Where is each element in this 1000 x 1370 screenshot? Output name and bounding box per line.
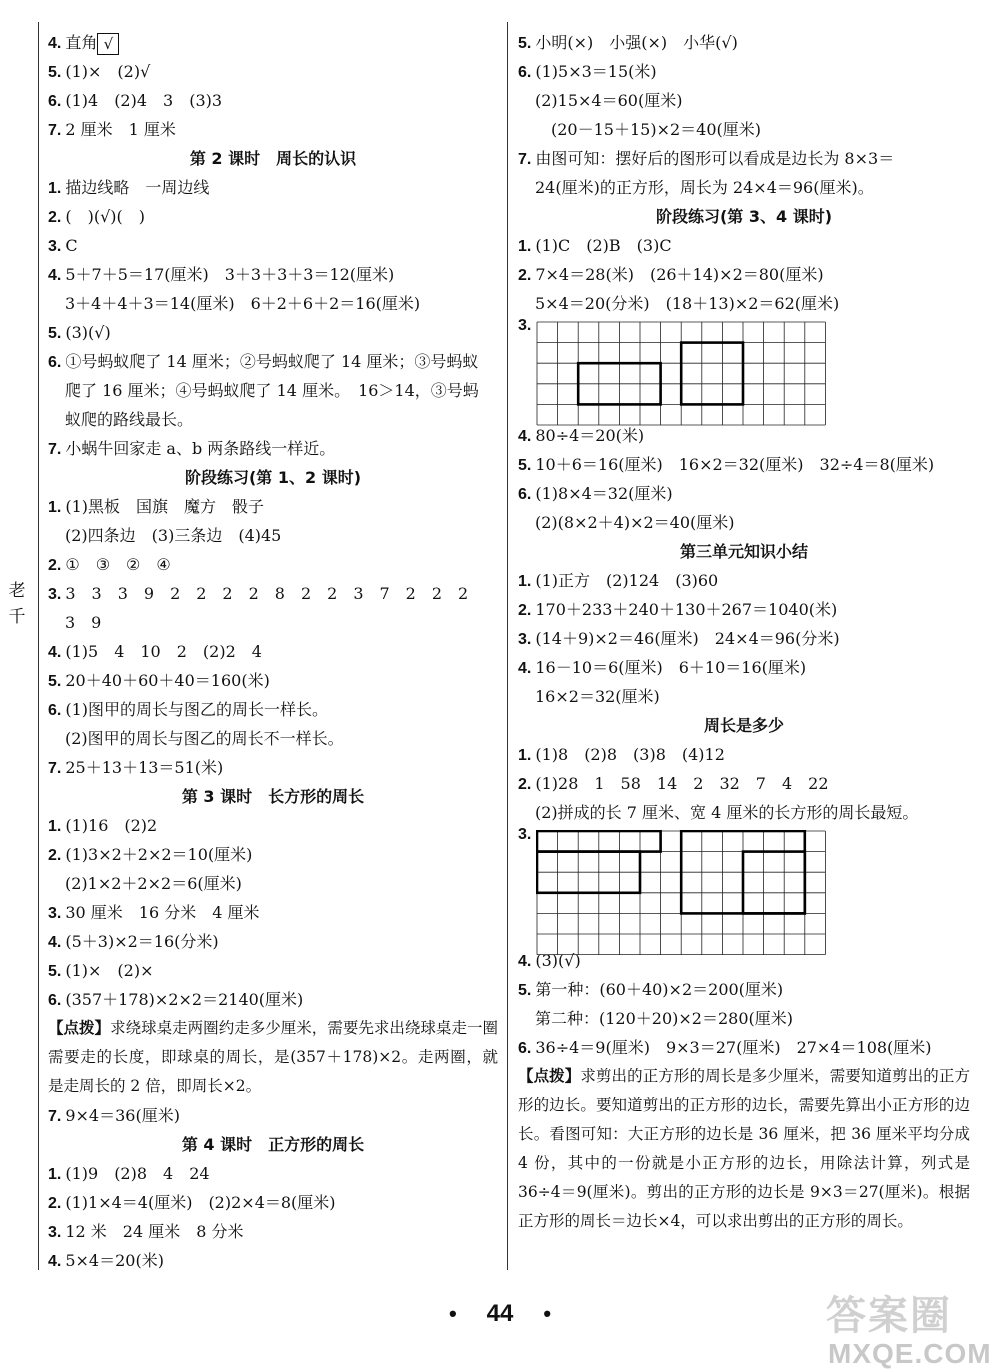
answer-text: (1)16 (2)2	[65, 816, 158, 835]
answer-continuation	[48, 724, 498, 753]
answer-text: 3 3 3 9 2 2 2 2 8 2 2 3 7 2 2 2	[65, 584, 469, 603]
item-number: 5.	[518, 982, 532, 999]
answer-line	[48, 231, 498, 260]
hint-tag: 【点拨】	[48, 1019, 111, 1037]
page-number: 44	[486, 1300, 514, 1327]
answer-text: (2)1×2＋2×2＝6(厘米)	[65, 874, 242, 893]
answer-text: 由图可知：摆好后的图形可以看成是边长为 8×3＝	[535, 149, 895, 168]
answer-line	[48, 956, 498, 985]
answer-text: (1)3×2＋2×2＝10(厘米)	[65, 845, 253, 864]
item-number: 2.	[518, 267, 532, 284]
answer-line	[48, 811, 498, 840]
item-number: 2.	[48, 1195, 62, 1212]
answer-line	[518, 450, 970, 479]
answer-continuation	[48, 376, 498, 405]
answer-line	[518, 769, 970, 798]
answer-text: 第一种：(60＋40)×2＝200(厘米)	[535, 980, 784, 999]
answer-text: (1)正方 (2)124 (3)60	[535, 571, 719, 590]
answer-line	[48, 1217, 498, 1246]
answer-line	[48, 318, 498, 347]
side-label: 老千	[8, 581, 26, 627]
item-number: 1.	[48, 818, 62, 835]
answer-text: (2)图甲的周长与图乙的周长不一样长。	[65, 729, 344, 748]
item-number: 4.	[48, 644, 62, 661]
item-number: 3.	[518, 826, 532, 843]
answer-text: ( )(√)( )	[65, 207, 145, 226]
answer-text: (14＋9)×2＝46(厘米) 24×4＝96(分米)	[535, 629, 840, 648]
item-number: 4.	[48, 934, 62, 951]
answer-text: 2 厘米 1 厘米	[65, 120, 176, 139]
item-number: 5.	[48, 963, 62, 980]
answer-line	[518, 740, 970, 769]
answer-line	[48, 1246, 498, 1275]
answer-line	[518, 260, 970, 289]
item-number: 1.	[48, 499, 62, 516]
answer-line	[48, 86, 498, 115]
answer-continuation	[48, 521, 498, 550]
item-number: 4.	[48, 1253, 62, 1270]
answer-line	[518, 975, 970, 1004]
page-dot-left: •	[448, 1301, 457, 1326]
answer-text: (3)(√)	[535, 951, 581, 970]
item-number: 1.	[518, 747, 532, 764]
item-number: 2.	[48, 209, 62, 226]
hint-paragraph	[518, 1062, 970, 1236]
answer-line	[48, 492, 498, 521]
item-number: 6.	[518, 64, 532, 81]
item-number: 4.	[48, 35, 62, 52]
hint-text: 求绕球桌走两圈约走多少厘米，需要先求出绕球桌走一圈需要走的长度，即球桌的周长，是(357＋178)×2。走两圈，就是走周长的 2 倍，即周长×2。	[48, 1019, 498, 1095]
item-number: 7.	[48, 441, 62, 458]
item-number: 4.	[518, 428, 532, 445]
answer-line	[48, 347, 498, 376]
answer-text: 第二种：(120＋20)×2＝280(厘米)	[535, 1009, 793, 1028]
item-number: 4.	[48, 267, 62, 284]
answer-continuation	[48, 608, 498, 637]
answer-line	[518, 231, 970, 260]
section-heading: 第 2 课时 周长的认识	[189, 149, 357, 168]
answer-line	[48, 1188, 498, 1217]
answer-text: 80÷4＝20(米)	[535, 426, 645, 445]
answer-continuation	[518, 115, 970, 144]
answer-text: (2)拼成的长 7 厘米、宽 4 厘米的长方形的周长最短。	[535, 803, 919, 822]
check-box: √	[97, 33, 119, 55]
item-number: 6.	[48, 992, 62, 1009]
item-number: 3.	[518, 631, 532, 648]
page-dot-right: •	[543, 1301, 552, 1326]
answer-line	[48, 260, 498, 289]
answer-text: (2)15×4＝60(厘米)	[535, 91, 683, 110]
answer-continuation	[48, 289, 498, 318]
answer-line	[48, 666, 498, 695]
answer-continuation	[518, 682, 970, 711]
answer-text: 7×4＝28(米) (26＋14)×2＝80(厘米)	[535, 265, 824, 284]
item-number: 2.	[48, 847, 62, 864]
item-number: 6.	[48, 702, 62, 719]
item-number: 5.	[518, 35, 532, 52]
answer-text: 25＋13＋13＝51(米)	[65, 758, 224, 777]
answer-continuation	[518, 1004, 970, 1033]
item-number: 5.	[48, 64, 62, 81]
hint-text: 求剪出的正方形的周长是多少厘米，需要知道剪出的正方形的边长。要知道剪出的正方形的边长，需要先算出小正方形的边长。看图可知：大正方形的边长是 36 厘米，把 36 厘米平均分成 4 份，其中的一份就是小正方形的边长，用除法计算，列式是 36÷4＝9(厘米)。剪出的正方形的边长是 9×3＝27(厘米)。根据正方形的周长＝边长×4，可以求出剪出的正方形的周长。	[518, 1067, 970, 1230]
answer-line	[48, 1159, 498, 1188]
answer-text: 10＋6＝16(厘米) 16×2＝32(厘米) 32÷4＝8(厘米)	[535, 455, 935, 474]
hint-paragraph	[48, 1014, 498, 1101]
item-number: 3.	[48, 905, 62, 922]
answer-line	[518, 624, 970, 653]
answer-shape	[681, 343, 743, 405]
grid-figure	[536, 830, 826, 956]
page-number-footer	[0, 1300, 1000, 1328]
answer-text: 30 厘米 16 分米 4 厘米	[65, 903, 260, 922]
answer-shape	[743, 852, 805, 914]
answer-text: (3)(√)	[65, 323, 111, 342]
section-heading: 阶段练习(第 3、4 课时)	[655, 207, 833, 226]
answer-text: (357＋178)×2×2＝2140(厘米)	[65, 990, 304, 1009]
grid-answer	[518, 826, 970, 942]
right-column	[518, 28, 970, 1236]
answer-text: (5＋3)×2＝16(分米)	[65, 932, 219, 951]
answer-text: 描边线略 一周边线	[65, 178, 210, 197]
answer-continuation	[48, 869, 498, 898]
watermark-logo: 答案圈	[826, 1293, 952, 1339]
answer-text: 24(厘米)的正方形，周长为 24×4＝96(厘米)。	[535, 178, 874, 197]
answer-text: 小蜗牛回家走 a、b 两条路线一样近。	[65, 439, 336, 458]
answer-line	[48, 927, 498, 956]
answer-text: 170＋233＋240＋130＋267＝1040(米)	[535, 600, 838, 619]
answer-text: (1)28 1 58 14 2 32 7 4 22	[535, 774, 829, 793]
item-number: 3.	[48, 1224, 62, 1241]
item-number: 1.	[48, 1166, 62, 1183]
answer-line	[518, 479, 970, 508]
answer-text: (1)8 (2)8 (3)8 (4)12	[535, 745, 725, 764]
answer-continuation	[518, 86, 970, 115]
answer-text: 蚁爬的路线最长。	[65, 410, 194, 429]
item-number: 2.	[48, 557, 62, 574]
item-number: 7.	[518, 151, 532, 168]
answer-line	[518, 28, 970, 57]
item-number: 3.	[48, 586, 62, 603]
item-number: 6.	[518, 486, 532, 503]
answer-text: (1)黑板 国旗 魔方 骰子	[65, 497, 265, 516]
answer-text: (1)9 (2)8 4 24	[65, 1164, 210, 1183]
answer-text: 20＋40＋60＋40＝160(米)	[65, 671, 270, 690]
section-heading: 周长是多少	[703, 716, 784, 735]
answer-continuation	[48, 405, 498, 434]
item-number: 3.	[48, 238, 62, 255]
section-heading: 第 3 课时 长方形的周长	[181, 787, 365, 806]
answer-text: (2)四条边 (3)三条边 (4)45	[65, 526, 282, 545]
answer-continuation	[518, 289, 970, 318]
left-column	[48, 28, 498, 1275]
answer-line	[518, 653, 970, 682]
answer-text: 小明(×) 小强(×) 小华(√)	[535, 33, 738, 52]
answer-text: (1)4 (2)4 3 (3)3	[65, 91, 223, 110]
item-number: 4.	[518, 660, 532, 677]
answer-line	[518, 566, 970, 595]
answer-text: (1)× (2)×	[65, 961, 154, 980]
answer-continuation	[518, 173, 970, 202]
answer-text: (1)1×4＝4(厘米) (2)2×4＝8(厘米)	[65, 1193, 336, 1212]
answer-line	[48, 173, 498, 202]
answer-text: 5×4＝20(米)	[65, 1251, 164, 1270]
answer-text: 直角	[65, 33, 98, 52]
item-number: 7.	[48, 122, 62, 139]
item-number: 2.	[518, 602, 532, 619]
answer-line	[48, 840, 498, 869]
item-number: 1.	[48, 180, 62, 197]
answer-text: 5＋7＋5＝17(厘米) 3＋3＋3＋3＝12(厘米)	[65, 265, 395, 284]
hint-tag: 【点拨】	[518, 1067, 581, 1085]
answer-line	[48, 695, 498, 724]
item-number: 1.	[518, 573, 532, 590]
answer-line	[48, 753, 498, 782]
watermark-url: MXQE.COM	[828, 1338, 992, 1369]
answer-text: C	[65, 236, 78, 255]
item-number: 6.	[48, 354, 62, 371]
answer-line	[48, 434, 498, 463]
left-margin-rule	[38, 22, 39, 1270]
answer-line	[48, 550, 498, 579]
column-divider	[507, 22, 508, 1270]
answer-text: 12 米 24 厘米 8 分米	[65, 1222, 244, 1241]
item-number: 4.	[518, 953, 532, 970]
section-heading: 第三单元知识小结	[679, 542, 808, 561]
grid-answer	[518, 317, 970, 417]
answer-text: 3＋4＋4＋3＝14(厘米) 6＋2＋6＋2＝16(厘米)	[65, 294, 421, 313]
item-number: 5.	[48, 673, 62, 690]
answer-text: ① ③ ② ④	[65, 555, 171, 574]
item-number: 7.	[48, 760, 62, 777]
answer-continuation	[518, 508, 970, 537]
answer-text: 5×4＝20(分米) (18＋13)×2＝62(厘米)	[535, 294, 840, 313]
answer-text: (1)8×4＝32(厘米)	[535, 484, 673, 503]
answer-text: (1)5 4 10 2 (2)2 4	[65, 642, 262, 661]
answer-line	[48, 202, 498, 231]
answer-line	[48, 28, 498, 57]
section-heading: 第 4 课时 正方形的周长	[181, 1135, 365, 1154]
answer-line	[48, 57, 498, 86]
answer-text: 9×4＝36(厘米)	[65, 1106, 180, 1125]
item-number: 6.	[48, 93, 62, 110]
answer-line	[518, 57, 970, 86]
answer-text: (20－15＋15)×2＝40(厘米)	[535, 120, 761, 139]
answer-text: (1)× (2)√	[65, 62, 151, 81]
answer-line	[518, 595, 970, 624]
answer-line	[518, 144, 970, 173]
answer-text: (1)5×3＝15(米)	[535, 62, 657, 81]
answer-text: ①号蚂蚁爬了 14 厘米；②号蚂蚁爬了 14 厘米；③号蚂蚁	[65, 352, 479, 371]
answer-line	[48, 115, 498, 144]
answer-text: (1)图甲的周长与图乙的周长一样长。	[65, 700, 329, 719]
answer-text: (2)(8×2＋4)×2＝40(厘米)	[535, 513, 735, 532]
answer-text: 16×2＝32(厘米)	[535, 687, 660, 706]
item-number: 6.	[518, 1040, 532, 1057]
item-number: 3.	[518, 317, 532, 334]
answer-continuation	[518, 798, 970, 827]
item-number: 1.	[518, 238, 532, 255]
answer-line	[48, 637, 498, 666]
answer-text: 16－10＝6(厘米) 6＋10＝16(厘米)	[535, 658, 807, 677]
answer-line	[518, 1033, 970, 1062]
answer-line	[48, 985, 498, 1014]
item-number: 5.	[518, 457, 532, 474]
answer-line	[48, 898, 498, 927]
item-number: 2.	[518, 776, 532, 793]
item-number: 7.	[48, 1108, 62, 1125]
item-number: 5.	[48, 325, 62, 342]
answer-text: (1)C (2)B (3)C	[535, 236, 672, 255]
answer-text: 36÷4＝9(厘米) 9×3＝27(厘米) 27×4＝108(厘米)	[535, 1038, 932, 1057]
grid-figure	[536, 321, 826, 426]
answer-text: 爬了 16 厘米；④号蚂蚁爬了 14 厘米。 16＞14，③号蚂	[65, 381, 479, 400]
section-heading: 阶段练习(第 1、2 课时)	[184, 468, 362, 487]
answer-line	[48, 579, 498, 608]
answer-text: 3 9	[65, 613, 102, 632]
answer-line	[48, 1101, 498, 1130]
